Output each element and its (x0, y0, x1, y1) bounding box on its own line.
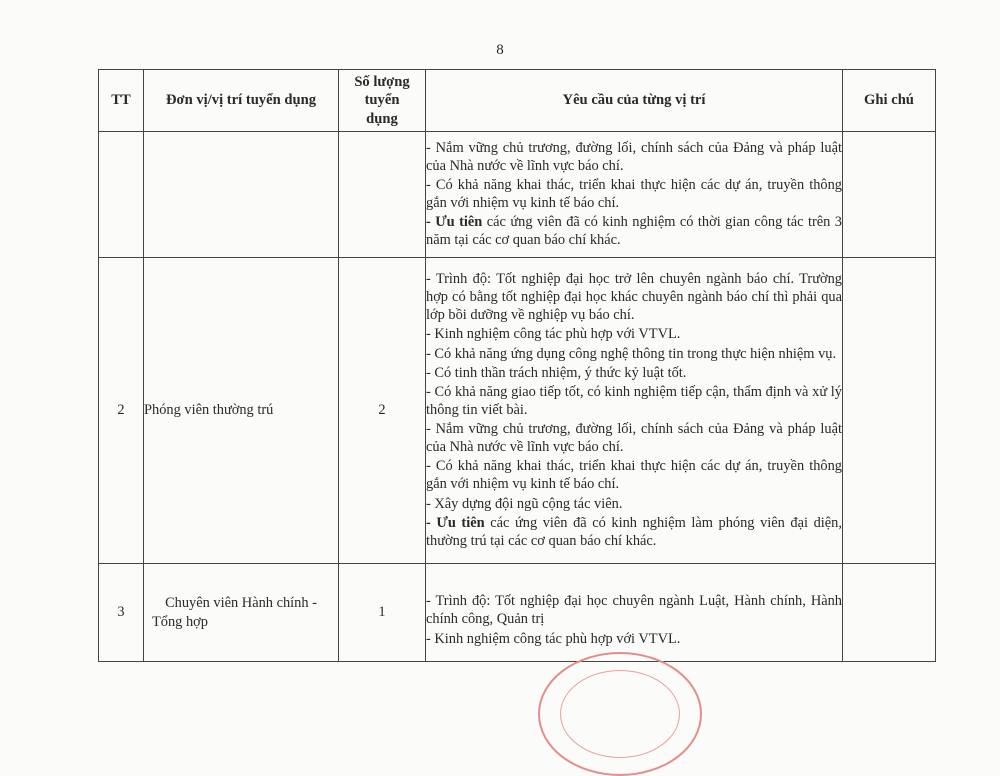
requirement-item: - Có khả năng giao tiếp tốt, có kinh nghiệm tiếp cận, thẩm định và xử lý thông tin viết bài. (426, 383, 842, 418)
priority-text: các ứng viên đã có kinh nghiệm có thời gian công tác trên 3 năm tại các cơ quan báo chí khác. (426, 214, 842, 249)
table-row (99, 132, 936, 258)
row-note (843, 132, 936, 258)
row-quantity: 1 (339, 564, 426, 662)
requirement-priority (426, 514, 842, 550)
table-row (99, 258, 936, 564)
requirement-item: - Nắm vững chủ trương, đường lối, chính sách của Đảng và pháp luật của Nhà nước về lĩnh vực báo chí. (426, 421, 842, 456)
requirement-item: - Nắm vững chủ trương, đường lối, chính sách của Đảng và pháp luật của Nhà nước về lĩnh vực báo chí. (426, 139, 842, 174)
row-unit (144, 132, 339, 258)
unit-line1: Chuyên viên Hành chính - (165, 595, 317, 612)
row-tt: 3 (99, 564, 144, 662)
official-seal-stamp (538, 652, 702, 776)
table-header-row (99, 70, 936, 132)
priority-label: - Ưu tiên (426, 514, 485, 531)
requirement-item: - Trình độ: Tốt nghiệp đại học trở lên chuyên ngành báo chí. Trường hợp có bằng tốt nghiệp đại học khác chuyên ngành báo chí thì phải qua lớp bồi dưỡng về nghiệp vụ báo chí. (426, 270, 842, 324)
row-quantity: 2 (339, 258, 426, 564)
requirement-item: - Xây dựng đội ngũ cộng tác viên. (426, 495, 623, 512)
header-quantity (339, 70, 426, 132)
header-quantity-line1: Số lượng (354, 73, 410, 90)
header-quantity-line3: dụng (366, 110, 398, 127)
row-note (843, 258, 936, 564)
row-note (843, 564, 936, 662)
requirement-priority (426, 213, 842, 249)
priority-text: các ứng viên đã có kinh nghiệm làm phóng viên đại diện, thường trú tại các cơ quan báo chí khác. (426, 514, 842, 549)
priority-label: - Ưu tiên (426, 214, 483, 231)
requirement-item: - Có khả năng khai thác, triển khai thực hiện các dự án, truyền thông gắn với nhiệm vụ kinh tế báo chí. (426, 176, 842, 211)
row-requirements (426, 258, 843, 564)
requirement-item: - Kinh nghiệm công tác phù hợp với VTVL. (426, 630, 681, 647)
seal-inner-ring (560, 670, 680, 758)
row-quantity (339, 132, 426, 258)
row-tt (99, 132, 144, 258)
header-unit: Đơn vị/vị trí tuyển dụng (144, 70, 339, 132)
header-note: Ghi chú (843, 70, 936, 132)
header-requirements: Yêu cầu của từng vị trí (426, 70, 843, 132)
unit-line2: Tổng hợp (152, 613, 208, 630)
requirement-item: - Có khả năng khai thác, triển khai thực hiện các dự án, truyền thông gắn với nhiệm vụ kinh tế báo chí. (426, 458, 842, 493)
row-tt: 2 (99, 258, 144, 564)
requirement-item: - Kinh nghiệm công tác phù hợp với VTVL. (426, 326, 681, 343)
recruitment-table (98, 69, 936, 662)
requirement-item: - Có khả năng ứng dụng công nghệ thông tin trong thực hiện nhiệm vụ. (426, 345, 837, 362)
row-unit: Phóng viên thường trú (144, 258, 339, 564)
row-unit (144, 564, 339, 662)
table-row (99, 564, 936, 662)
requirement-item: - Có tinh thần trách nhiệm, ý thức kỷ luật tốt. (426, 364, 687, 381)
page-number: 8 (496, 42, 504, 58)
header-tt: TT (99, 70, 144, 132)
header-quantity-line2: tuyển (364, 92, 400, 109)
row-requirements (426, 132, 843, 258)
requirement-item: - Trình độ: Tốt nghiệp đại học chuyên ngành Luật, Hành chính, Hành chính công, Quản trị (426, 593, 842, 628)
row-requirements (426, 564, 843, 662)
